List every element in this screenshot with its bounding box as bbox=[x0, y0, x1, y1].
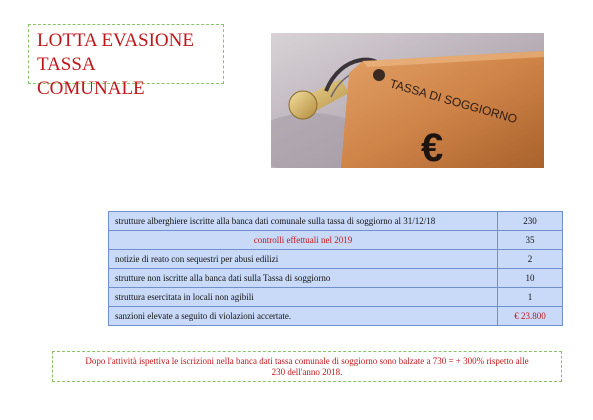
row-value: € 23.800 bbox=[498, 307, 563, 326]
table-row bbox=[109, 250, 563, 269]
row-value: 35 bbox=[498, 231, 563, 250]
row-label: strutture alberghiere iscritte alla banca dati comunale sulla tassa di soggiorno al 31/12/18 bbox=[109, 212, 498, 231]
table-row bbox=[109, 231, 563, 250]
row-value: 2 bbox=[498, 250, 563, 269]
summary-note bbox=[52, 351, 562, 382]
row-label: struttura esercitata in locali non agibili bbox=[109, 288, 498, 307]
row-value: 230 bbox=[498, 212, 563, 231]
row-value: 10 bbox=[498, 269, 563, 288]
row-label: notizie di reato con sequestri per abusi edilizi bbox=[109, 250, 498, 269]
title-box bbox=[28, 24, 224, 99]
row-label: sanzioni elevate a seguito di violazioni accertate. bbox=[109, 307, 498, 326]
title-line-3: COMUNALE bbox=[37, 78, 145, 99]
euro-symbol: € bbox=[421, 126, 444, 168]
table-row bbox=[109, 269, 563, 288]
note-line-2: 230 dell'anno 2018. bbox=[271, 367, 343, 377]
key-tag-illustration bbox=[271, 33, 544, 168]
row-label: controlli effettuali nel 2019 bbox=[109, 231, 498, 250]
row-value: 1 bbox=[498, 288, 563, 307]
tassa-di-soggiorno-photo bbox=[271, 33, 544, 168]
table-row bbox=[109, 212, 563, 231]
title-line-2: TASSA bbox=[37, 54, 96, 75]
note-line-1: Dopo l'attività ispettiva le iscrizioni nella banca dati tassa comunale di soggiorno sono balzate a 730 = + 300% rispetto alle bbox=[85, 356, 529, 366]
statistics-table bbox=[108, 211, 563, 326]
row-label: strutture non iscritte alla banca dati sulla Tassa di soggiorno bbox=[109, 269, 498, 288]
tag-text: TASSA DI SOGGIORNO bbox=[388, 76, 519, 127]
table-row bbox=[109, 307, 563, 326]
table-row bbox=[109, 288, 563, 307]
title-line-1: LOTTA EVASIONE bbox=[37, 30, 194, 51]
